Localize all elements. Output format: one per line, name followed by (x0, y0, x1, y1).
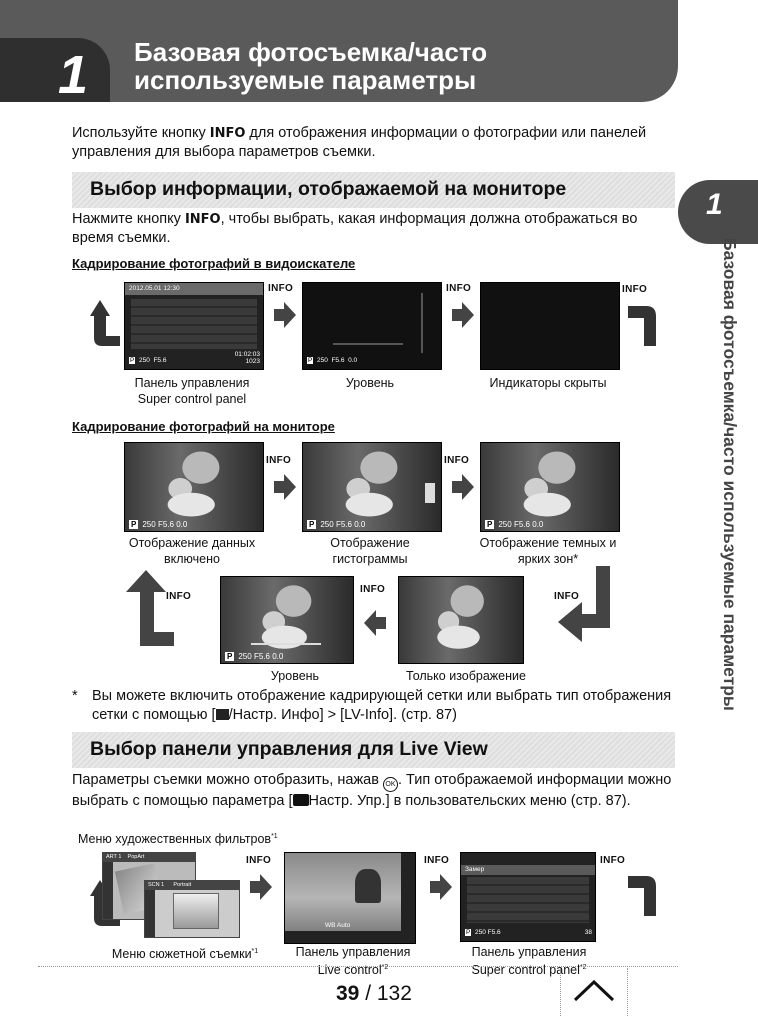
arrow-left-icon (364, 610, 386, 636)
caption-super-control-panel-lv: Панель управления Super control panel$^{*2}$ (471, 945, 587, 978)
footnote-text: Вы можете включить отображение кадрирующей сетки или выбрать тип отображения сетки с помощью [ /Настр. Инфо] > [LV-Info]. (стр. 87) (92, 688, 672, 723)
ok-button-icon: OK (383, 777, 398, 792)
intro-paragraph: Используйте кнопку INFO для отображения информации о фотографии или панелей управления для выбора параметров съемки. (72, 125, 647, 160)
info-label: INFO (166, 591, 192, 602)
info-label: INFO (600, 855, 626, 866)
viewfinder-hidden-screen (480, 282, 620, 370)
scene-menu: SCN 1 Portrait (144, 880, 240, 938)
caption-live-control: Панель управления Live control$^{*2}$ (295, 945, 411, 978)
viewfinder-super-control-panel: 2012.05.01 12:30 P 250 F5.6 01:02:03 1023 (124, 282, 264, 370)
viewfinder-level-screen: P 250 F5.6 0.0 (302, 282, 442, 370)
live-control-screen: WB Auto (284, 852, 416, 944)
info-label: INFO (446, 283, 472, 294)
caption-histogram: Отображение гистограммы (330, 536, 410, 566)
super-control-panel-screen: Замер P 250 F5.6 38 (460, 852, 596, 942)
arrow-right-icon (274, 302, 296, 328)
custom-menu-icon (216, 709, 229, 720)
page-number: 39 / 132 (336, 982, 412, 1005)
info-label: INFO (360, 584, 386, 595)
caption-indicators-hidden: Индикаторы скрыты (489, 376, 607, 390)
info-button-label: INFO (209, 126, 246, 141)
caption-level-monitor: Уровень (270, 669, 320, 683)
art-filter-menu: ART 1 PopArt (102, 852, 196, 920)
viewfinder-heading: Кадрирование фотографий в видоискателе (72, 256, 356, 271)
caption-image-only: Только изображение (406, 669, 526, 683)
monitor-heading: Кадрирование фотографий на мониторе (72, 419, 335, 434)
footer-divider (38, 966, 678, 967)
arrow-up-return-icon (126, 570, 174, 646)
info-label: INFO (246, 855, 272, 866)
monitor-level-screen: P 250 F5.6 0.0 (220, 576, 354, 664)
arrow-down-return-icon (558, 566, 610, 646)
caption-level: Уровень (345, 376, 395, 390)
info-label: INFO (444, 455, 470, 466)
monitor-histogram-screen: P 250 F5.6 0.0 (302, 442, 442, 532)
loop-arrow-right-icon (628, 876, 658, 918)
chevron-up-icon (561, 968, 627, 1016)
side-chapter-number: 1 (706, 188, 723, 221)
caption-info-on: Отображение данных включено (128, 536, 256, 566)
chapter-title-line1: Базовая фотосъемка/часто (134, 37, 488, 67)
arrow-right-icon (430, 874, 452, 900)
monitor-highlight-shadow-screen: P 250 F5.6 0.0 (480, 442, 620, 532)
section1-paragraph: Нажмите кнопку INFO, чтобы выбрать, какая информация должна отображаться во время съемки. (72, 211, 638, 246)
chapter-title (134, 38, 654, 94)
caption-scene-menu: Меню сюжетной съемки$^{*1}$ (111, 947, 259, 962)
art-menu-label: Меню художественных фильтров$^{*1}$ (78, 832, 278, 846)
arrow-right-icon (452, 302, 474, 328)
chapter-number: 1 (58, 45, 89, 105)
nav-up-button[interactable] (560, 968, 628, 1016)
info-label: INFO (424, 855, 450, 866)
monitor-info-on-screen: P 250 F5.6 0.0 (124, 442, 264, 532)
arrow-right-icon (274, 474, 296, 500)
caption-super-control-panel: Панель управления Super control panel (134, 376, 250, 406)
chapter-number-badge (0, 38, 110, 105)
info-label: INFO (554, 591, 580, 602)
caption-highlight-shadow: Отображение темных и ярких зон* (479, 536, 617, 566)
footnote-marker: * (72, 688, 78, 704)
section-title-info-display: Выбор информации, отображаемой на мониторе (90, 178, 567, 200)
arrow-right-icon (452, 474, 474, 500)
section2-paragraph: Параметры съемки можно отобразить, нажав OK . Тип отображаемой информации можно выбрать с помощью параметра [ Настр. Упр.] в пользовательских меню (стр. 87). (72, 772, 672, 809)
info-label: INFO (268, 283, 294, 294)
info-label: INFO (266, 455, 292, 466)
loop-arrow-right-icon (628, 306, 658, 348)
camera-icon (293, 794, 309, 806)
monitor-image-only-screen (398, 576, 524, 664)
section-title-live-view: Выбор панели управления для Live View (90, 738, 488, 760)
chapter-title-line2: используемые параметры (134, 65, 477, 95)
side-chapter-title: Базовая фотосъемка/часто используемые параметры (720, 238, 740, 711)
arrow-right-icon (250, 874, 272, 900)
info-label: INFO (622, 284, 648, 295)
